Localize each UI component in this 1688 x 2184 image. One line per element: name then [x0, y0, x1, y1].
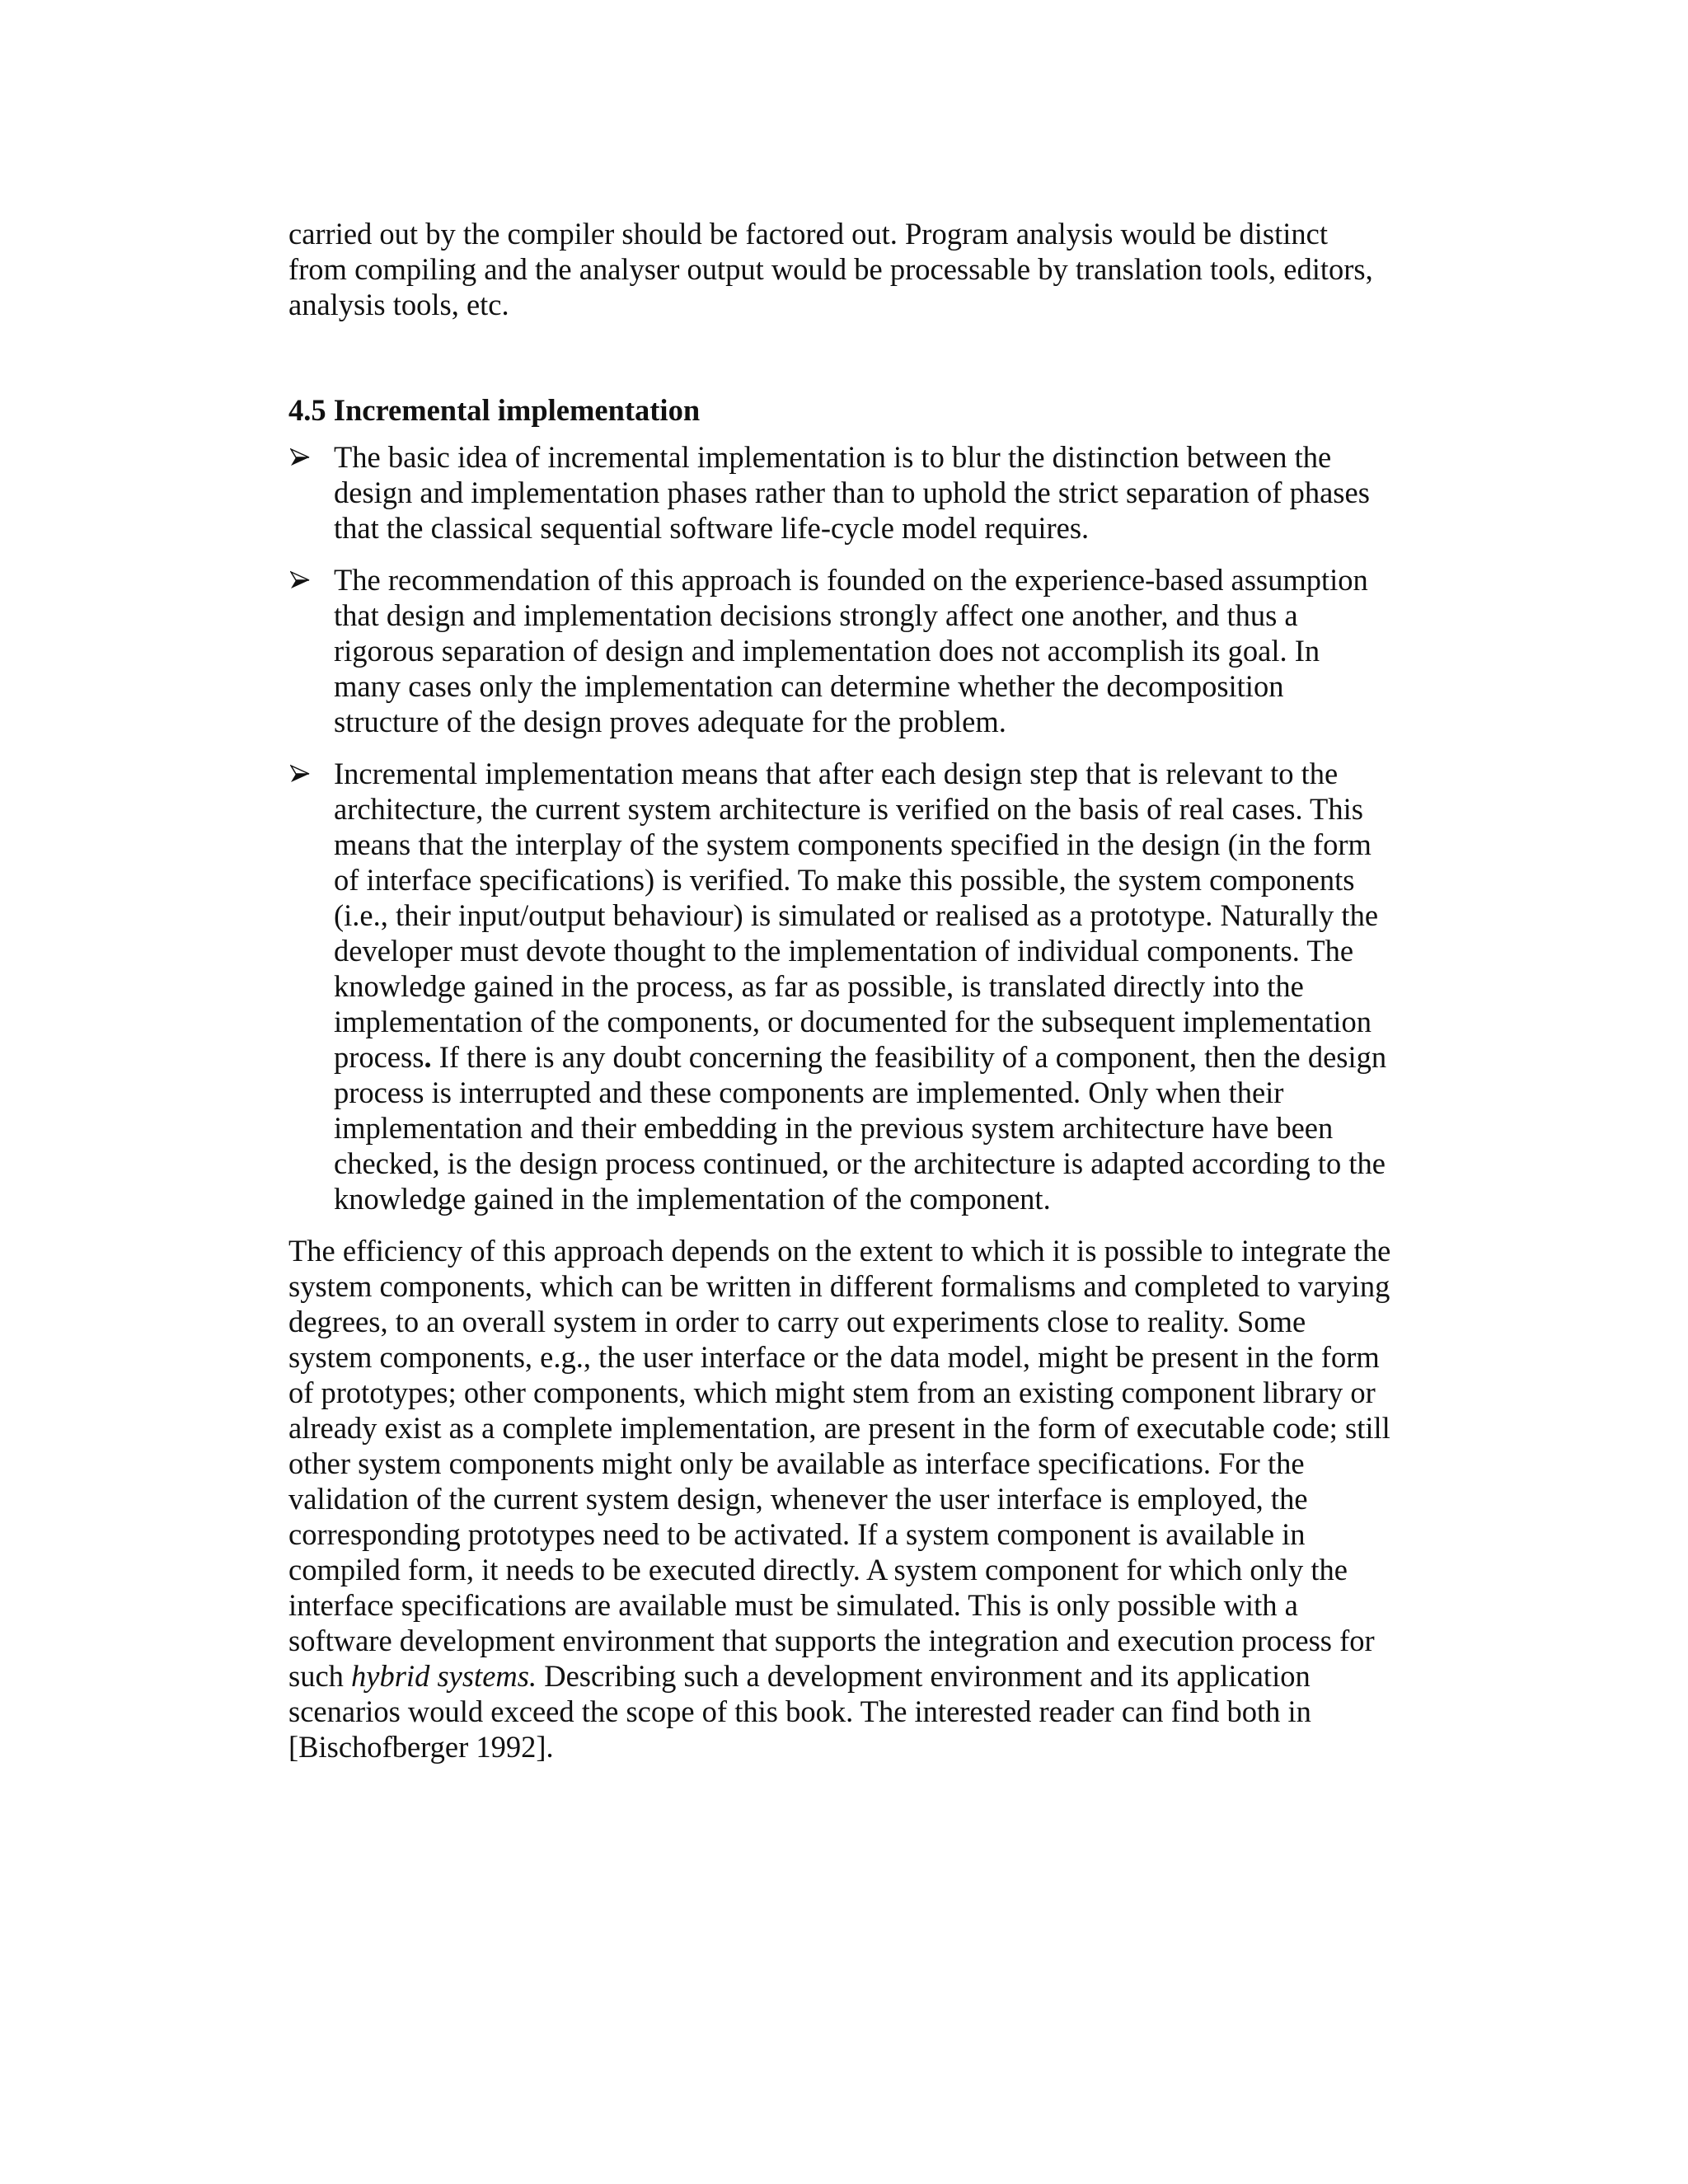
arrowhead-bullet-icon [290, 562, 313, 598]
bullet-text: The recommendation of this approach is founded on the experience-based assumption that design and implementation decisions strongly affect one another, and thus a rigorous separation of design and implementation does not accomplish its goal. In many cases only the implementation can determine whether the decomposition structure of the design proves adequate for the problem. [334, 563, 1368, 738]
bullet-text-part: If there is any doubt concerning the feasibility of a component, then the design process is interrupted and these components are implemented. Only when their implementation and their embedding in the previous system architecture have been checked, is the design process continued, or the architecture is adapted according to the knowledge gained in the implementation of the component. [334, 1040, 1387, 1216]
arrowhead-bullet-icon [290, 756, 313, 791]
bullet-text: The basic idea of incremental implementation is to blur the distinction between the design and implementation phases rather than to uphold the strict separation of phases that the classical sequential software life-cycle model requires. [334, 440, 1370, 545]
intro-paragraph: carried out by the compiler should be factored out. Program analysis would be distinct from compiling and the analyser output would be processable by translation tools, editors, analysis tools, etc. [288, 217, 1373, 321]
bullet-list [288, 439, 1393, 1216]
closing-paragraph [288, 1233, 1393, 1765]
arrowhead-bullet-icon [290, 439, 313, 475]
closing-text-part: Describing such a development environment and its application scenarios would exceed the scope of this book. The interested reader can find both in [Bischofberger 1992]. [288, 1659, 1311, 1764]
bullet-text-part: Incremental implementation means that after each design step that is relevant to the architecture, the current system architecture is verified on the basis of real cases. This means that the interplay of the system components specified in the design (in the form of interface specifications) is verified. To make this possible, the system components (i.e., their input/output behaviour) is simulated or realised as a prototype. Naturally the developer must devote thought to the implementation of individual components. The knowledge gained in the process, as far as possible, is translated directly into the implementation of the components, or documented for the subsequent implementation process [334, 757, 1379, 1074]
bullet-item [288, 562, 1393, 739]
section-heading: 4.5 Incremental implementation [288, 393, 701, 427]
document-page [288, 216, 1393, 1765]
bullet-item [288, 756, 1393, 1216]
bullet-text [334, 756, 1393, 1216]
italic-term: hybrid systems. [351, 1659, 537, 1693]
bullet-item [288, 439, 1393, 546]
closing-text-part: The efficiency of this approach depends on the extent to which it is possible to integrate the system components, which can be written in different formalisms and completed to varying degrees, to an overall system in order to carry out experiments close to reality. Some system components, e.g., the user interface or the data model, might be present in the form of prototypes; other components, which might stem from an existing component library or already exist as a complete implementation, are present in the form of executable code; still other system components might only be available as interface specifications. For the validation of the current system design, whenever the user interface is employed, the corresponding prototypes need to be activated. If a system component is available in compiled form, it needs to be executed directly. A system component for which only the interface specifications are available must be simulated. This is only possible with a software development environment that supports the integration and execution process for such [288, 1234, 1391, 1693]
bold-period: . [424, 1040, 432, 1074]
